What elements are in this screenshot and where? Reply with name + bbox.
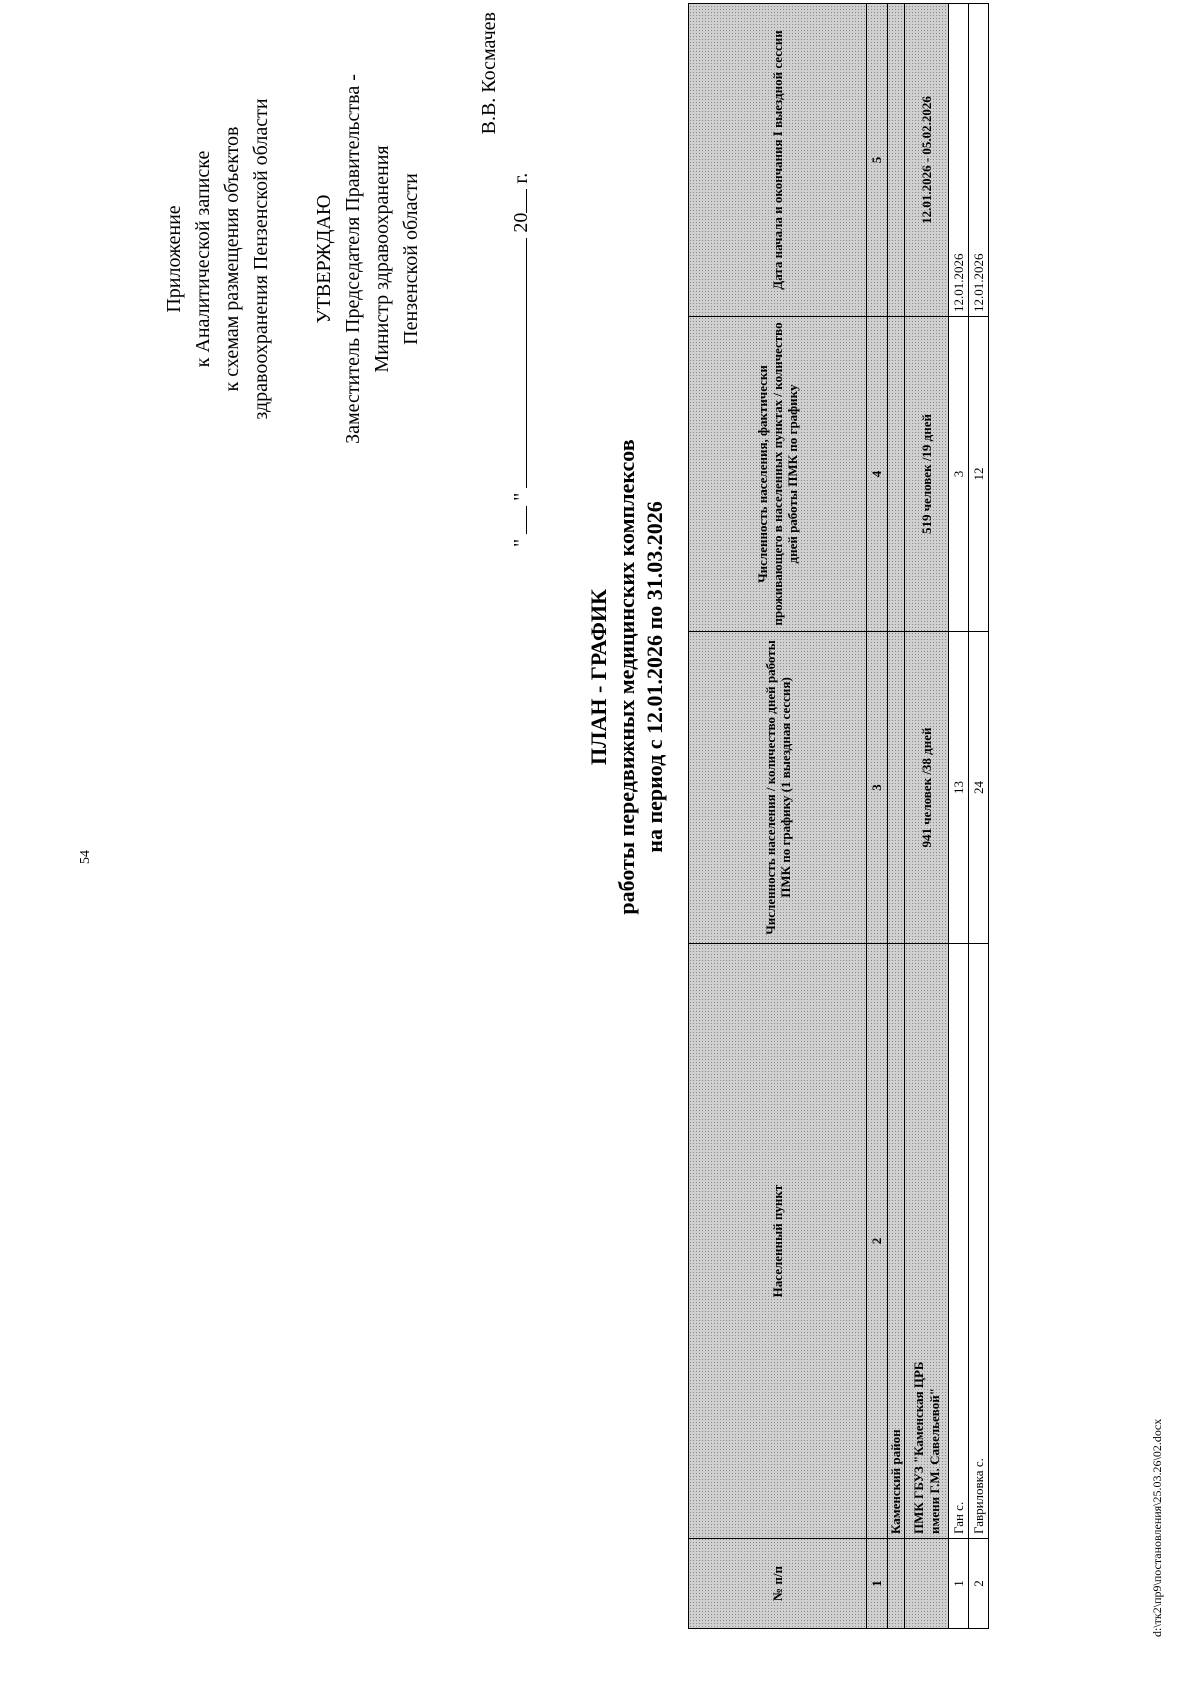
header-number: № п/п <box>689 1539 867 1629</box>
file-path-footer: d:\тк2\пр9\постановления\25.03.26\02.docx <box>1150 1418 1164 1637</box>
row-settlement: Гавриловка с. <box>969 944 989 1539</box>
document-subtitle: работы передвижных медицинских комплексов <box>614 439 639 915</box>
year-blank <box>508 189 527 213</box>
table-header-row <box>689 4 867 1629</box>
row-population-actual: 12 <box>969 317 989 632</box>
approval-heading: УТВЕРЖДАЮ <box>313 194 335 324</box>
column-number: 3 <box>867 632 888 944</box>
district-row <box>888 4 905 1629</box>
date-year-prefix: 20 <box>510 212 532 233</box>
header-population-session: Численность населения / количество дней работы ПМК по графику (1 выездная сессия) <box>689 632 867 944</box>
row-settlement: Ган с. <box>949 944 969 1539</box>
date-year-suffix: г. <box>510 172 532 184</box>
row-session-date: 12.01.2026 <box>949 4 969 317</box>
approval-line: Заместитель Председателя Правительства - <box>342 74 364 444</box>
pmk-session-dates: 12.01.2026 - 05.02.2026 <box>905 4 949 317</box>
approval-block <box>310 9 426 509</box>
column-number: 4 <box>867 317 888 632</box>
appendix-line: к схемам размещения объектов <box>221 126 243 392</box>
row-number: 2 <box>969 1539 989 1629</box>
column-number: 5 <box>867 4 888 317</box>
appendix-line: здравоохранения Пензенской области <box>250 98 272 420</box>
pmk-row <box>905 4 949 1629</box>
approval-date-line <box>508 7 533 547</box>
appendix-line: Приложение <box>163 205 185 313</box>
pmk-population-session: 941 человек /38 дней <box>905 632 949 944</box>
header-session-dates: Дата начала и окончания I выездной сессии <box>689 4 867 317</box>
approval-line: Министр здравоохранения <box>371 145 393 373</box>
header-settlement: Населенный пункт <box>689 944 867 1539</box>
pmk-population-actual: 519 человек /19 дней <box>905 317 949 632</box>
pmk-name-line: ПМК ГБУЗ "Каменская ЦРБ <box>910 1361 926 1534</box>
pmk-name-line: имени Г.М. Савельевой" <box>926 1388 942 1534</box>
column-number: 2 <box>867 944 888 1539</box>
column-number-row <box>867 4 888 1629</box>
document-period: на период с 12.01.2026 по 31.03.2026 <box>642 501 667 853</box>
pmk-number-cell <box>905 1539 949 1629</box>
table-row <box>969 4 989 1629</box>
district-name: Каменский район <box>888 944 905 1539</box>
appendix-line: к Аналитической записке <box>192 150 214 368</box>
row-population-session: 13 <box>949 632 969 944</box>
appendix-block <box>160 9 276 509</box>
schedule-table <box>688 3 989 1629</box>
district-cell <box>888 4 905 317</box>
header-population-actual: Численность населения, фактически проживающего в населенных пунктах / количество дней работы ПМК по графику <box>689 317 867 632</box>
approval-line: Пензенской области <box>400 173 422 345</box>
page-number: 54 <box>78 850 93 864</box>
date-quote-close: " <box>510 492 532 501</box>
document-title: ПЛАН - ГРАФИК <box>586 589 611 765</box>
day-blank <box>508 506 527 534</box>
row-population-actual: 3 <box>949 317 969 632</box>
row-number: 1 <box>949 1539 969 1629</box>
row-population-session: 24 <box>969 632 989 944</box>
date-quote-open: " <box>510 538 532 547</box>
row-session-date: 12.01.2026 <box>969 4 989 317</box>
district-number-cell <box>888 1539 905 1629</box>
title-block <box>585 207 669 1147</box>
district-cell <box>888 632 905 944</box>
table-row <box>949 4 969 1629</box>
district-cell <box>888 317 905 632</box>
pmk-name <box>905 944 949 1539</box>
month-blank <box>508 238 527 488</box>
column-number: 1 <box>867 1539 888 1629</box>
approval-signer: В.В. Космачев <box>478 12 500 135</box>
